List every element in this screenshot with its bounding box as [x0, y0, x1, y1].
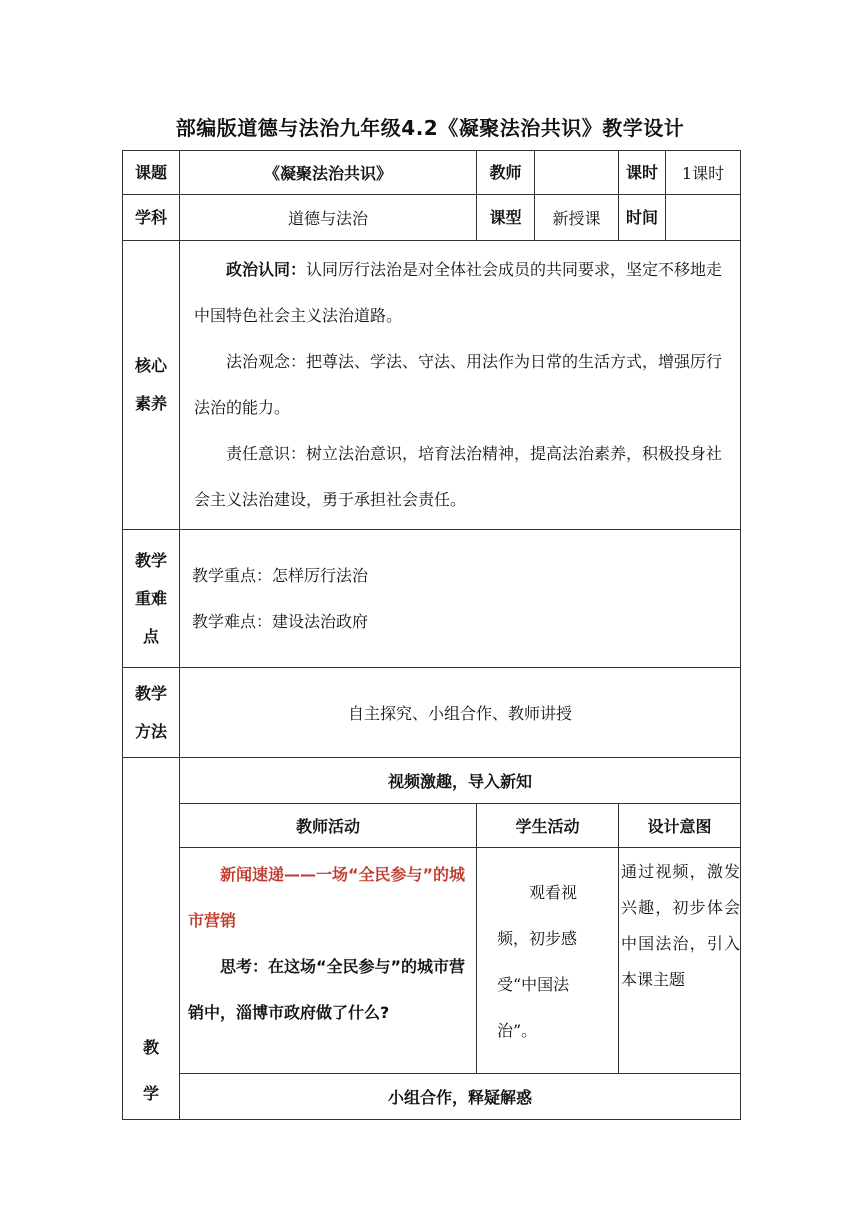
period-value: 1课时 [666, 151, 741, 195]
rule-of-law-paragraph: 法治观念：把尊法、学法、守法、用法作为日常的生活方式，增强厉行法治的能力。 [194, 352, 723, 417]
teacher-value [535, 151, 619, 195]
table-row [123, 668, 741, 758]
core-literacy-label: 核心 素养 [123, 241, 180, 530]
responsibility-paragraph: 责任意识：树立法治意识，培育法治精神，提高法治素养，积极投身社会主义法治建设，勇于承担社会责任。 [194, 444, 723, 509]
student-activity-header: 学生活动 [477, 804, 619, 848]
time-value [666, 195, 741, 241]
design-intent-header: 设计意图 [619, 804, 741, 848]
table-row [123, 195, 741, 241]
teaching-difficult-point: 教学难点：建设法治政府 [192, 611, 369, 631]
table-row [123, 758, 741, 804]
key-difficulty-label: 教学 重难 点 [123, 530, 180, 668]
student-activity-text: 观看视频，初步感受“中国法治”。 [497, 883, 578, 1040]
teacher-activity-header: 教师活动 [180, 804, 477, 848]
teaching-method-label: 教学 方法 [123, 668, 180, 758]
thinking-question: 思考：在这场“全民参与”的城市营销中，淄博市政府做了什么? [188, 957, 466, 1022]
section-heading-video: 视频激趣，导入新知 [180, 758, 741, 804]
key-difficulty-content [180, 530, 741, 668]
lesson-plan-table [122, 150, 741, 1120]
core-literacy-content [180, 241, 741, 530]
design-intent-cell [619, 848, 741, 1074]
period-label: 课时 [619, 151, 666, 195]
section-heading-group: 小组合作，释疑解惑 [180, 1074, 741, 1120]
teaching-key-point: 教学重点：怎样厉行法治 [192, 565, 369, 585]
teaching-process-label: 教 学 [123, 758, 180, 1120]
news-flash-title: 新闻速递——一场“全民参与”的城市营销 [188, 865, 466, 930]
subject-label: 学科 [123, 195, 180, 241]
political-identity-paragraph: 政治认同：认同厉行法治是对全体社会成员的共同要求，坚定不移地走中国特色社会主义法治道路。 [194, 260, 723, 325]
student-activity-cell [477, 848, 619, 1074]
table-row [123, 1074, 741, 1120]
design-intent-text: 通过视频，激发兴趣，初步体会中国法治，引入本课主题 [621, 862, 740, 989]
teacher-label: 教师 [477, 151, 535, 195]
table-row [123, 530, 741, 668]
table-row [123, 151, 741, 195]
type-label: 课型 [477, 195, 535, 241]
table-row [123, 241, 741, 530]
time-label: 时间 [619, 195, 666, 241]
topic-label: 课题 [123, 151, 180, 195]
teacher-activity-cell [180, 848, 477, 1074]
topic-value: 《凝聚法治共识》 [180, 151, 477, 195]
table-row [123, 848, 741, 1074]
table-row [123, 804, 741, 848]
document-title: 部编版道德与法治九年级4.2《凝聚法治共识》教学设计 [175, 116, 685, 140]
teaching-method-value: 自主探究、小组合作、教师讲授 [180, 668, 741, 758]
type-value: 新授课 [535, 195, 619, 241]
subject-value: 道德与法治 [180, 195, 477, 241]
